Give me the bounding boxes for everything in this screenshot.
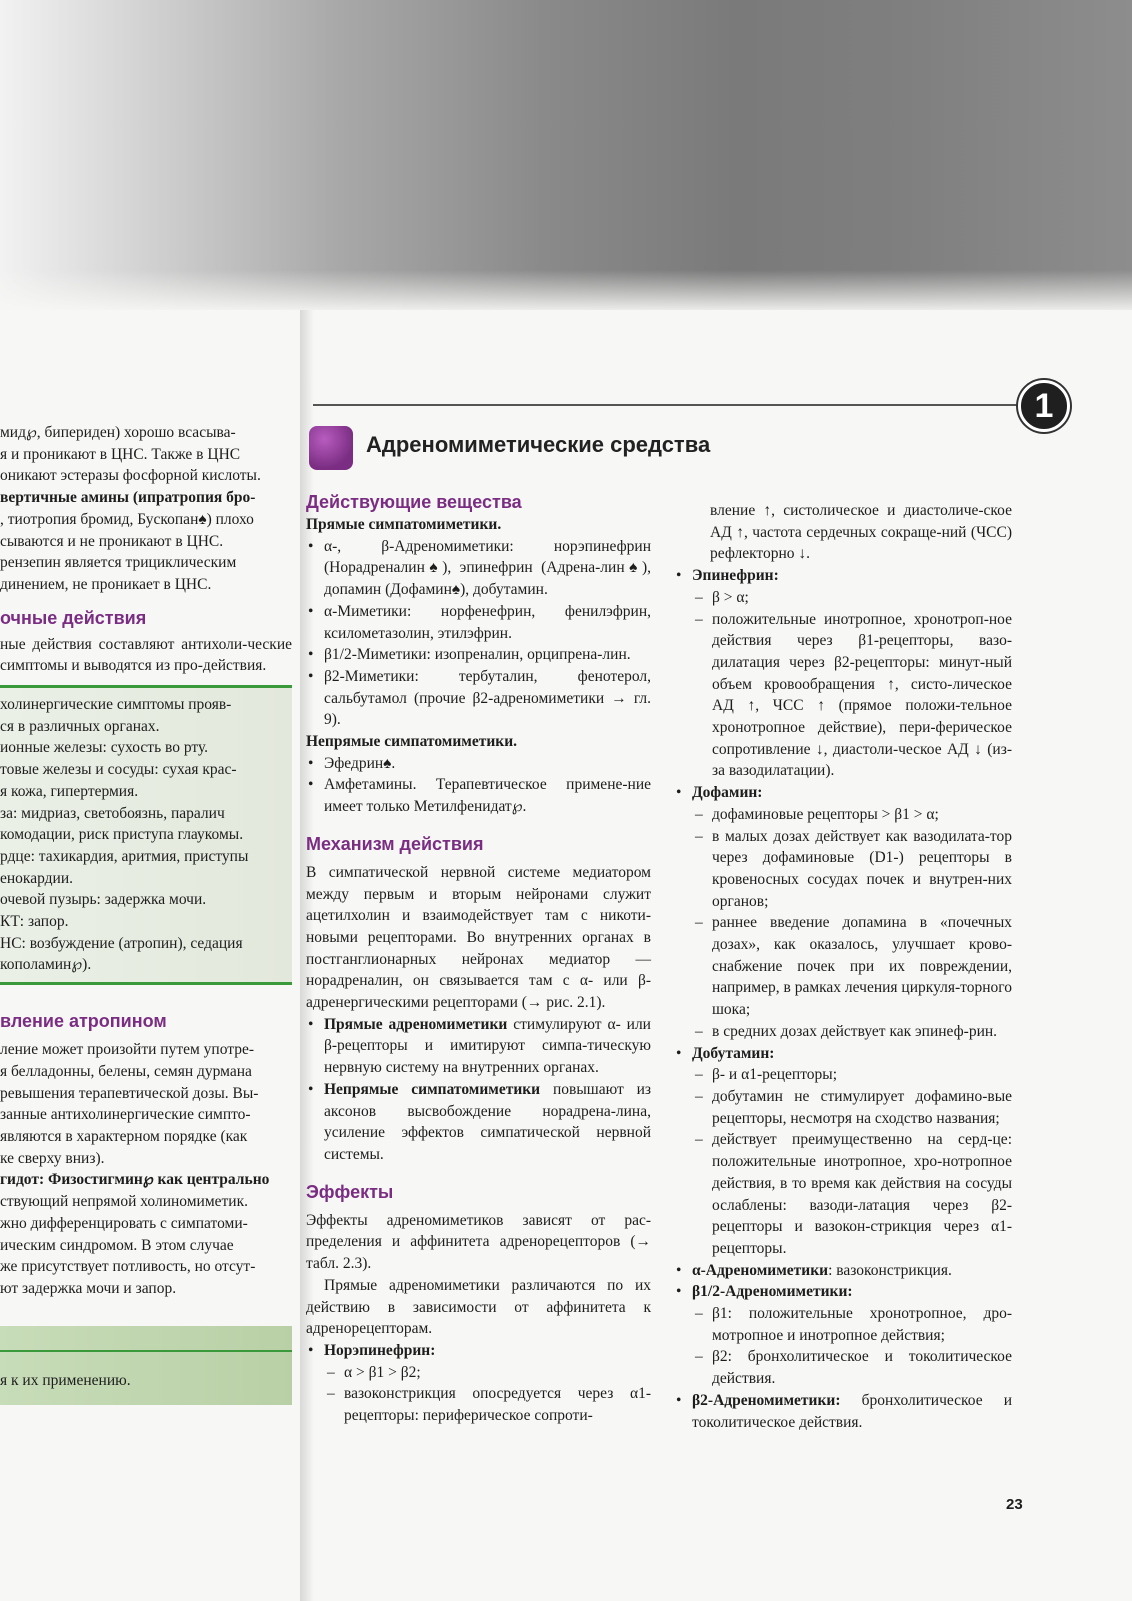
side-effects-text: ные действия составляют антихоли-ческие симптомы и выводятся из про-действия.	[0, 635, 292, 675]
box-line: комодации, риск приступа глаукомы.	[0, 826, 244, 844]
indications-box	[0, 1326, 292, 1406]
list-item	[324, 1079, 651, 1166]
sub-item: – β2: бронхолитическое и токолитическое действия.	[712, 1346, 1012, 1389]
mechanism-list	[306, 1014, 651, 1166]
text-line: ке сверху вниз).	[0, 1149, 105, 1167]
term: Дофамин:	[692, 784, 763, 802]
text-line: я белладонны, белены, семян дурмана	[0, 1062, 252, 1080]
term: Прямые адреномиметики	[324, 1015, 508, 1033]
list-item	[324, 1340, 651, 1427]
term: β1/2-Адреномиметики:	[692, 1283, 853, 1301]
sub-item: – дофаминовые рецепторы > β1 > α;	[712, 804, 1012, 826]
text-line: оникают эстеразы фосфорной кислоты.	[0, 467, 261, 485]
right-column	[682, 500, 1012, 1433]
scan-shadow	[0, 0, 1132, 310]
sub-item: – раннее введение допамина в «почечных дозах», как оказалось, улучшает крово-снабжение почек при их повреждении, например, в рамках лечения циркуля-торного шока;	[712, 912, 1012, 1021]
sub-item: – действует преимущественно на серд-це: положительные инотропное, хро-нотропное действия, в то время как действия на сосуды ослаблены: вазоди-латация через β2-рецепторы и вазокон-стрикция через α1-рецепторы.	[712, 1129, 1012, 1259]
norepinephrine-block	[306, 1340, 651, 1427]
list-item: • α-Миметики: норфенефрин, фенилэфрин, ксилометазолин, этилэфрин.	[324, 601, 651, 644]
term-text: бронхолитическое и токолитическое действия.	[692, 1391, 1012, 1431]
direct-sympathomimetics-heading: Прямые симпатомиметики.	[306, 516, 502, 533]
mechanism-heading: Механизм действия	[306, 833, 484, 854]
side-effects-heading: очные действия	[0, 607, 147, 628]
sub-item: – вазоконстрикция опосредуется через α1-рецепторы: периферическое сопроти-	[344, 1383, 651, 1426]
text-line: я и проникают в ЦНС. Также в ЦНС	[0, 445, 241, 463]
sub-list	[692, 1064, 1012, 1259]
sub-item: – β- и α1-рецепторы;	[712, 1064, 1012, 1086]
effects-paragraph-2: Прямые адреномиметики различаются по их действию в зависимости от аффинитета к адренорецепторам.	[306, 1276, 651, 1338]
text-line: динением, не проникает в ЦНС.	[0, 575, 212, 593]
text-line: гидот: Физостигмин℘ как центрально	[0, 1171, 270, 1189]
atropine-poisoning-text	[0, 1039, 292, 1299]
term: Норэпинефрин:	[324, 1341, 436, 1359]
list-item	[692, 1390, 1012, 1433]
box-line: НС: возбуждение (атропин), седация	[0, 934, 243, 952]
mechanism-text: В симпатической нервной системе медиатором между первым и вторым нейронами служит ацетилхолин и взаимодействует там с никоти-новыми рецепторами. Во внутренних органах в постганглионарных нейронах медиатор — норадреналин, он связывается там с α- или β-адренергическими рецепторами (→ рис. 2.1).	[306, 863, 651, 1012]
term-text: стимулируют α- или β-рецепторы и имитируют симпа-тическую нервную систему на внутренних органах.	[324, 1015, 651, 1077]
sub-list	[324, 1362, 651, 1427]
indications-text: я к их применению.	[0, 1371, 131, 1389]
list-item	[692, 782, 1012, 1042]
box-line: очевой пузырь: задержка мочи.	[0, 891, 207, 909]
list-item: • Амфетамины. Терапевтическое примене-ние имеет только Метилфенидат℘.	[324, 774, 651, 817]
box-line: КТ: запор.	[0, 913, 69, 931]
continuation-text: вление ↑, систолическое и диастоличе-ское АД ↑, частота сердечных сокраще-ний (ЧСС) рефлекторно ↓.	[710, 502, 1012, 563]
text-line: ление может произойти путем употре-	[0, 1041, 255, 1059]
indirect-sympathomimetics-heading: Непрямые симпатомиметики.	[306, 733, 518, 751]
sub-item: – β1: положительные хронотропное, дро-мотропное и инотропное действия;	[712, 1303, 1012, 1346]
text-line: жно дифференцировать с симпатоми-	[0, 1214, 248, 1232]
text-line: рензепин является трициклическим	[0, 554, 237, 572]
term-text: повышают из аксонов высвобождение норадрена-лина, усиление эффектов симпатической нервной системы.	[324, 1080, 651, 1163]
list-item: • Эфедрин♠.	[324, 753, 651, 775]
left-column	[0, 422, 292, 1411]
text-line: сываются и не проникают в ЦНС.	[0, 532, 224, 550]
term-text: : вазоконстрикция.	[828, 1261, 952, 1279]
list-item: • β2-Миметики: тербуталин, фенотерол, сальбутамол (прочие β2-адреномиметики → гл. 9).	[324, 666, 651, 731]
atropine-poisoning-heading: вление атропином	[0, 1011, 167, 1032]
text-line: занные антихолинергические симпто-	[0, 1106, 251, 1124]
box-line: кополамин℘).	[0, 956, 92, 974]
list-item	[692, 565, 1012, 782]
box-line: за: мидриаз, светобоязнь, паралич	[0, 804, 225, 822]
list-item: • β1/2-Миметики: изопреналин, орципрена-лин.	[324, 644, 651, 666]
list-item: • α-, β-Адреномиметики: норэпинефрин (Норадреналин♠), эпинефрин (Адрена-лин♠), допамин (Дофамин♠), добутамин.	[324, 536, 651, 601]
left-intro	[0, 422, 292, 596]
middle-column	[306, 492, 651, 1427]
term: Эпинефрин:	[692, 567, 779, 585]
sub-item: – α > β1 > β2;	[344, 1362, 651, 1384]
box-line: ионные железы: сухость во рту.	[0, 739, 209, 757]
list-item	[324, 1014, 651, 1079]
text-line: мид℘, бипериден) хорошо всасыва-	[0, 424, 236, 441]
sub-list	[692, 804, 1012, 1043]
page-number: 23	[1006, 1496, 1023, 1513]
indirect-list	[306, 753, 651, 818]
box-line: рдце: тахикардия, аритмия, приступы	[0, 847, 249, 865]
box-line: енокардии.	[0, 869, 73, 887]
direct-list	[306, 536, 651, 731]
term: Добутамин:	[692, 1044, 775, 1062]
box-line: ся в различных органах.	[0, 717, 160, 735]
text-line: вертичные амины (ипратропия бро-	[0, 489, 256, 507]
text-line: ют задержка мочи и запор.	[0, 1279, 177, 1297]
effects-paragraph-1: Эффекты адреномиметиков зависят от рас-пределения и аффинитета адренорецепторов (→ табл. 2.3).	[306, 1211, 651, 1273]
sub-item: – в малых дозах действует как вазодилата-тор через дофаминовые (D1-) рецепторы в кровеносных сосудах почек и внутрен-них органов;	[712, 826, 1012, 913]
text-line: , тиотропия бромид, Бускопан♠) плохо	[0, 510, 254, 528]
box-line: товые железы и сосуды: сухая крас-	[0, 761, 237, 779]
box-line: холинергические симптомы прояв-	[0, 696, 232, 714]
active-substances-heading: Действующие вещества	[306, 492, 522, 512]
list-item	[692, 1043, 1012, 1260]
effects-heading: Эффекты	[306, 1181, 394, 1202]
anticholinergic-symptoms-box	[0, 685, 292, 985]
page-title: Адреномиметические средства	[366, 432, 711, 457]
term: Непрямые симпатомиметики	[324, 1080, 541, 1098]
sub-item: – в средних дозах действует как эпинеф-рин.	[712, 1021, 1012, 1043]
term: α-Адреномиметики	[692, 1261, 829, 1279]
text-line: ствующий непрямой холиномиметик.	[0, 1193, 248, 1211]
box-divider	[0, 1350, 292, 1352]
list-item	[692, 1260, 1012, 1282]
sub-list	[692, 587, 1012, 782]
header-rule	[313, 404, 1023, 406]
box-line: я кожа, гипертермия.	[0, 782, 139, 800]
sub-list	[692, 1303, 1012, 1390]
list-item	[692, 1281, 1012, 1390]
sub-item: – добутамин не стимулирует дофамино-вые рецепторы, несмотря на сходство названия;	[712, 1086, 1012, 1129]
title-marker-icon	[309, 426, 353, 470]
sub-item: – β > α;	[712, 587, 1012, 609]
chapter-badge: 1	[1018, 380, 1070, 432]
text-line: являются в характерном порядке (как	[0, 1127, 248, 1145]
text-line: же присутствует потливость, но отсут-	[0, 1258, 256, 1276]
right-list	[682, 565, 1012, 1433]
text-line: ическим синдромом. В этом случае	[0, 1236, 234, 1254]
sub-item: – положительные инотропное, хронотроп-ное действия через β1-рецепторы, вазо-дилатация через β2-рецепторы: минут-ный объем кровообращения ↑, систо-лическое АД ↑, ЧСС ↑ (прямое положи-тельное хронотропное действие), пери-ферическое сопротивление ↓, диастоли-ческое АД ↓ (из-за вазодилатации).	[712, 609, 1012, 783]
term: β2-Адреномиметики:	[692, 1391, 841, 1409]
text-line: ревышения терапевтической дозы. Вы-	[0, 1084, 259, 1102]
